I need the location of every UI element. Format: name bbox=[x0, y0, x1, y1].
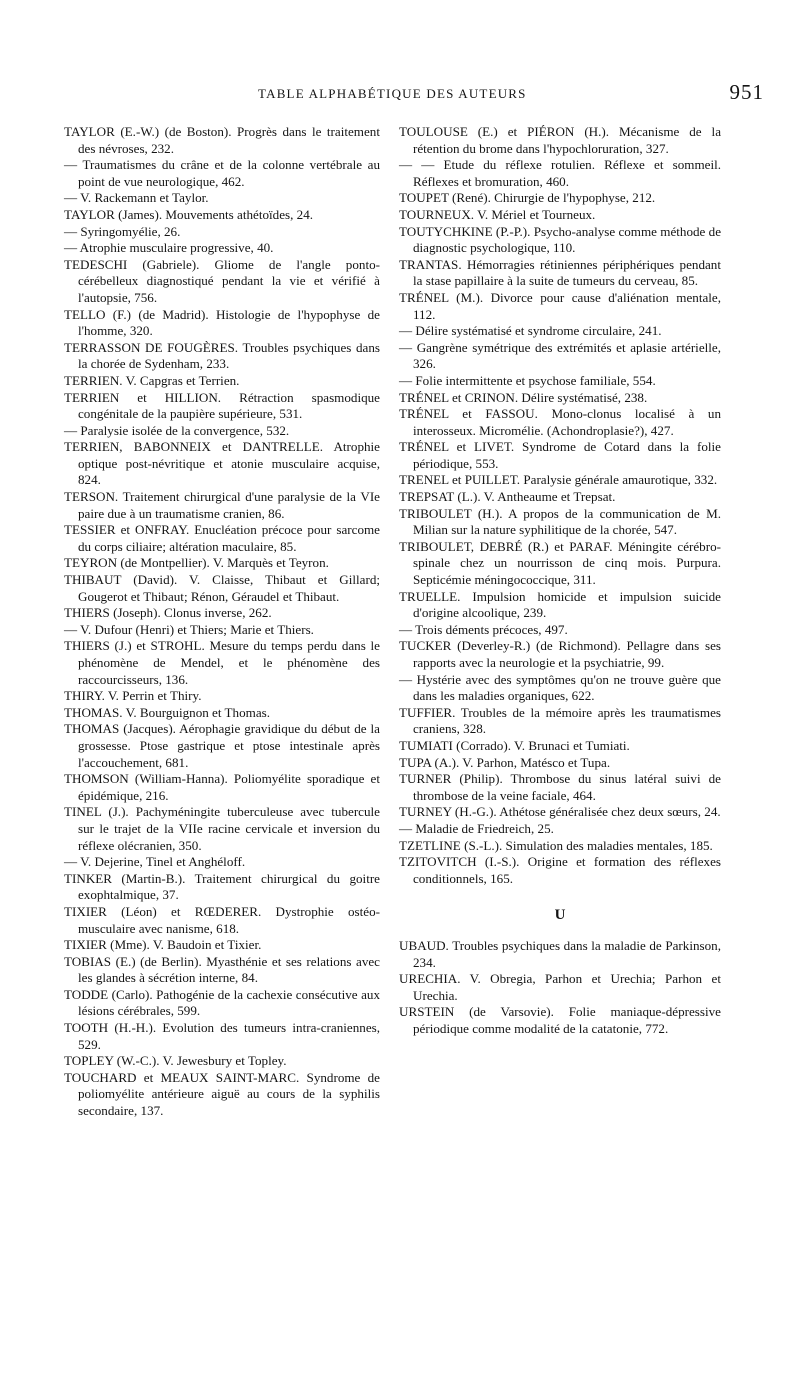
index-entry: — Trois déments précoces, 497. bbox=[399, 621, 568, 637]
index-entry: — V. Dufour (Henri) et Thiers; Marie et Thiers. bbox=[64, 621, 314, 637]
index-entry: — Folie intermittente et psychose familiale, 554. bbox=[399, 372, 656, 388]
index-entry: TOUPET (René). Chirurgie de l'hypophyse, 212. bbox=[399, 190, 656, 206]
index-entry: — V. Dejerine, Tinel et Anghéloff. bbox=[64, 854, 246, 870]
index-entry: TOURNEUX. V. Mériel et Tourneux. bbox=[399, 206, 596, 222]
section-heading-u: U bbox=[554, 907, 566, 924]
index-entry: TESSIER et ONFRAY. Enucléation précoce pour sarcome du corps ciliaire; altération maculaire, 85. bbox=[64, 522, 380, 554]
index-entry: TRIBOULET, DEBRÉ (R.) et PARAF. Méningite cérébro-spinale chez un nourrisson de cinq mois. Purpura. Septicémie méningococcique, 311. bbox=[399, 538, 721, 588]
index-entry: THOMSON (William-Hanna). Poliomyélite sporadique et épidémique, 216. bbox=[64, 771, 380, 803]
index-entry: TRÉNEL (M.). Divorce pour cause d'aliénation mentale, 112. bbox=[399, 289, 721, 322]
index-entry: URECHIA. V. Obregia, Parhon et Urechia; Parhon et Urechia. bbox=[399, 971, 721, 1003]
index-entry: THIRY. V. Perrin et Thiry. bbox=[64, 688, 202, 704]
index-entry: TRIBOULET (H.). A propos de la communication de M. Milian sur la nature syphilitique de la chorée, 547. bbox=[399, 505, 721, 538]
index-entry: TRENEL et PUILLET. Paralysie générale amaurotique, 332. bbox=[399, 472, 718, 488]
index-entry: TOULOUSE (E.) et PIÉRON (H.). Mécanisme de la rétention du brome dans l'hypochloruration, 327. bbox=[399, 124, 721, 156]
index-entry: TOBIAS (E.) (de Berlin). Myasthénie et ses relations avec les glandes à sécrétion interne, 84. bbox=[64, 953, 380, 986]
index-entry: TEDESCHI (Gabriele). Gliome de l'angle ponto-cérébelleux diagnostiqué pendant la vie et vérifié à l'autopsie, 756. bbox=[64, 256, 380, 305]
index-entry: TODDE (Carlo). Pathogénie de la cachexie consécutive aux lésions cérébrales, 599. bbox=[64, 986, 380, 1019]
index-entry: TOUCHARD et MEAUX SAINT-MARC. Syndrome de poliomyélite antérieure aiguë au cours de la syphilis secondaire, 137. bbox=[64, 1069, 380, 1119]
index-entry: TUFFIER. Troubles de la mémoire après les traumatismes craniens, 328. bbox=[399, 704, 721, 737]
index-entry: TRÉNEL et CRINON. Délire systématisé, 238. bbox=[399, 389, 648, 405]
index-entry: THOMAS (Jacques). Aérophagie gravidique du début de la grossesse. Ptose gastrique et ptose intestinale après l'accouchement, 681. bbox=[64, 721, 380, 770]
index-entry: — Paralysie isolée de la convergence, 532. bbox=[64, 422, 290, 438]
index-entry: TIXIER (Léon) et RŒDERER. Dystrophie ostéo-musculaire avec nanisme, 618. bbox=[64, 903, 380, 936]
index-entry: TAYLOR (E.-W.) (de Boston). Progrès dans le traitement des névroses, 232. bbox=[64, 124, 380, 156]
index-entry: TRANTAS. Hémorragies rétiniennes périphériques pendant la stase papillaire à la suite de tumeurs du cerveau, 85. bbox=[399, 256, 721, 289]
index-entry: TZITOVITCH (I.-S.). Origine et formation des réflexes conditionnels, 165. bbox=[399, 854, 721, 886]
index-entry: TOUTYCHKINE (P.-P.). Psycho-analyse comme méthode de diagnostic psychologique, 110. bbox=[399, 223, 721, 256]
index-entry: TZETLINE (S.-L.). Simulation des maladies mentales, 185. bbox=[399, 837, 713, 853]
right-column bbox=[399, 124, 721, 1037]
index-entry: TOOTH (H.-H.). Evolution des tumeurs intra-craniennes, 529. bbox=[64, 1020, 380, 1052]
index-entry: TUMIATI (Corrado). V. Brunaci et Tumiati. bbox=[399, 737, 630, 753]
index-entry: — Maladie de Friedreich, 25. bbox=[399, 820, 554, 836]
index-entry: THIBAUT (David). V. Claisse, Thibaut et Gillard; Gougerot et Thibaut; Rénon, Géraudel et Thibaut. bbox=[64, 572, 380, 604]
index-entry: TRUELLE. Impulsion homicide et impulsion suicide d'origine alcoolique, 239. bbox=[399, 588, 721, 621]
index-entry: TRÉNEL et LIVET. Syndrome de Cotard dans la folie périodique, 553. bbox=[399, 439, 721, 471]
running-title: TABLE ALPHABÉTIQUE DES AUTEURS bbox=[258, 86, 527, 101]
index-entry: TERRIEN et HILLION. Rétraction spasmodique congénitale de la paupière supérieure, 531. bbox=[64, 389, 380, 422]
index-entry: — Syringomyélie, 26. bbox=[64, 223, 181, 239]
index-entry: TINKER (Martin-B.). Traitement chirurgical du goitre exophtalmique, 37. bbox=[64, 870, 380, 903]
index-entry: TRÉNEL et FASSOU. Mono-clonus localisé à un interosseux. Micromélie. (Achondroplasie?), 427. bbox=[399, 406, 721, 438]
index-entry: TERRIEN. V. Capgras et Terrien. bbox=[64, 372, 240, 388]
index-entry: TERSON. Traitement chirurgical d'une paralysie de la VIe paire due à un traumatisme cranien, 86. bbox=[64, 489, 380, 521]
index-entry: TEYRON (de Montpellier). V. Marquès et Teyron. bbox=[64, 555, 329, 571]
page-number: 951 bbox=[729, 80, 764, 104]
index-entry: — Traumatismes du crâne et de la colonne vertébrale au point de vue neurologique, 462. bbox=[64, 157, 380, 189]
index-entry: TERRASSON DE FOUGÈRES. Troubles psychiques dans la chorée de Sydenham, 233. bbox=[64, 339, 380, 372]
index-entry: TUCKER (Deverley-R.) (de Richmond). Pellagre dans ses rapports avec la neurologie et la psychiatrie, 99. bbox=[399, 638, 721, 670]
index-entry: — V. Rackemann et Taylor. bbox=[64, 190, 209, 206]
index-entry: — — Etude du réflexe rotulien. Réflexe et sommeil. Réflexes et bromuration, 460. bbox=[399, 157, 721, 189]
index-entry: TELLO (F.) (de Madrid). Histologie de l'hypophyse de l'homme, 320. bbox=[64, 306, 380, 339]
index-entry: — Délire systématisé et syndrome circulaire, 241. bbox=[399, 323, 662, 339]
index-entry: THIERS (J.) et STROHL. Mesure du temps perdu dans le phénomène de Mendel, et le phénomène des raccourcisseurs, 136. bbox=[64, 638, 380, 687]
index-entry: TURNEY (H.-G.). Athétose généralisée chez deux sœurs, 24. bbox=[399, 804, 721, 820]
index-entry: — Atrophie musculaire progressive, 40. bbox=[64, 240, 274, 256]
index-entry: TUPA (A.). V. Parhon, Matésco et Tupa. bbox=[399, 754, 611, 770]
index-entry: THOMAS. V. Bourguignon et Thomas. bbox=[64, 704, 271, 720]
left-column bbox=[64, 124, 380, 1120]
index-entry: TIXIER (Mme). V. Baudoin et Tixier. bbox=[64, 937, 262, 953]
index-entry: TERRIEN, BABONNEIX et DANTRELLE. Atrophie optique post-névritique et atonie musculaire acquise, 824. bbox=[64, 439, 380, 488]
index-entry: URSTEIN (de Varsovie). Folie maniaque-dépressive périodique comme modalité de la catatonie, 772. bbox=[399, 1004, 721, 1036]
index-entry: UBAUD. Troubles psychiques dans la maladie de Parkinson, 234. bbox=[399, 937, 721, 970]
index-entry: — Gangrène symétrique des extrémités et aplasie artérielle, 326. bbox=[399, 339, 721, 372]
index-entry: TURNER (Philip). Thrombose du sinus latéral suivi de thrombose de la veine faciale, 464. bbox=[399, 771, 721, 803]
index-entry: THIERS (Joseph). Clonus inverse, 262. bbox=[64, 605, 272, 621]
index-entry: — Hystérie avec des symptômes qu'on ne trouve guère que dans les maladies organiques, 622. bbox=[399, 671, 721, 704]
index-entry: TAYLOR (James). Mouvements athétoïdes, 24. bbox=[64, 206, 314, 222]
index-entry: TINEL (J.). Pachyméningite tuberculeuse avec tubercule sur le trajet de la VIIe racine cervicale et inversion du réflexe olécranien, 350. bbox=[64, 804, 380, 853]
index-entry: TREPSAT (L.). V. Antheaume et Trepsat. bbox=[399, 489, 616, 505]
index-entry: TOPLEY (W.-C.). V. Jewesbury et Topley. bbox=[64, 1053, 287, 1069]
page-header bbox=[58, 82, 764, 108]
